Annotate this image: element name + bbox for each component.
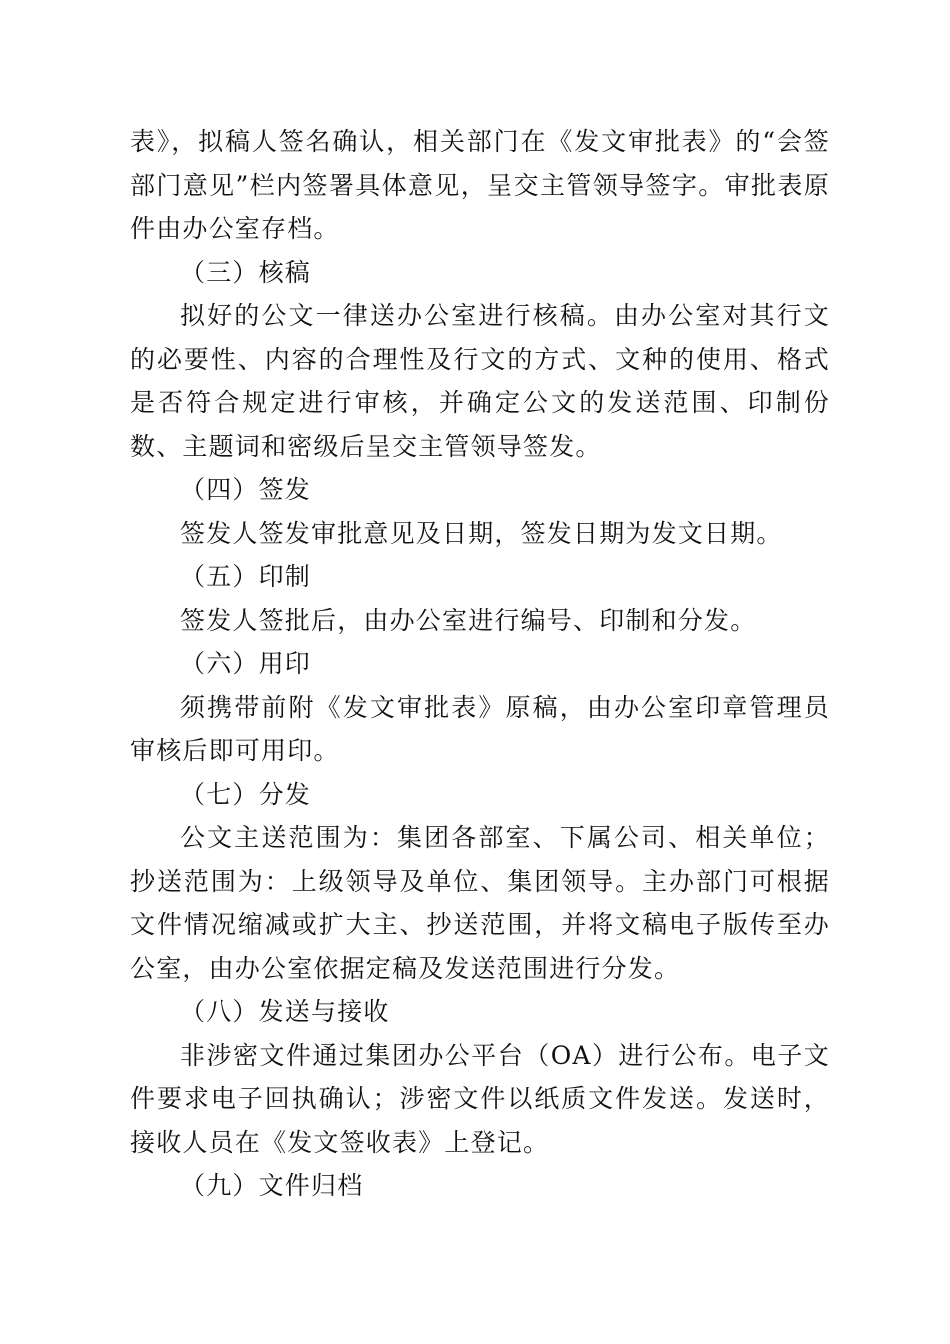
section-heading-send-receive: （八）发送与接收 [180,997,390,1026]
paragraph-review: 拟好的公文一律送办公室进行核稿。由办公室对其行文的必要性、内容的合理性及行文的方式、文种的使用、格式是否符合规定进行审核，并确定公文的发送范围、印制份数、主题词和密级后呈交主管领导签发。 [130,301,830,461]
section-heading-sign: （四）签发 [180,475,312,504]
document-body [130,120,830,1208]
section-heading-seal: （六）用印 [180,649,312,678]
section-heading-print: （五）印制 [180,562,312,591]
paragraph-print: 签发人签批后，由办公室进行编号、印制和分发。 [180,605,757,635]
paragraph-distribute: 公文主送范围为：集团各部室、下属公司、相关单位；抄送范围为：上级领导及单位、集团领导。主办部门可根据文件情况缩减或扩大主、抄送范围，并将文稿电子版传至办公室，由办公室依据定稿及发送范围进行分发。 [130,823,830,983]
section-heading-distribute: （七）分发 [180,779,312,809]
section-heading-archive: （九）文件归档 [180,1171,364,1200]
paragraph-sign: 签发人签发审批意见及日期，签发日期为发文日期。 [180,518,783,548]
paragraph-approval-continued: 表》，拟稿人签名确认，相关部门在《发文审批表》的“会签部门意见”栏内签署具体意见，呈交主管领导签字。审批表原件由办公室存档。 [130,127,830,243]
paragraph-send-receive: 非涉密文件通过集团办公平台（OA）进行公布。电子文件要求电子回执确认；涉密文件以纸质文件发送。发送时，接收人员在《发文签收表》上登记。 [130,1040,830,1157]
paragraph-seal: 须携带前附《发文审批表》原稿，由办公室印章管理员审核后即可用印。 [130,692,830,765]
section-heading-review: （三）核稿 [180,257,312,287]
